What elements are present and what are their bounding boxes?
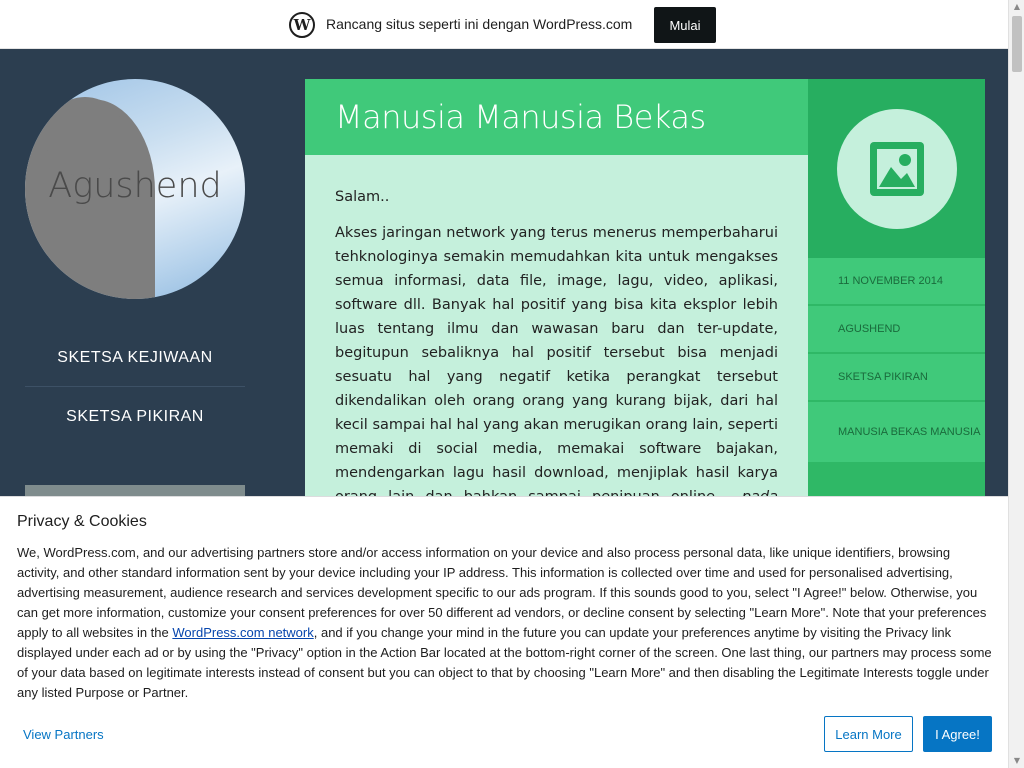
post-body [305,155,808,533]
site-title[interactable]: Agushend [48,166,222,206]
post-paragraph [335,221,778,533]
cookie-title: Privacy & Cookies [17,513,147,530]
wordpress-network-link[interactable]: WordPress.com network [172,625,314,640]
scroll-down-arrow-icon[interactable]: ▼ [1013,756,1021,765]
wordpress-promo-bar [0,0,1008,49]
cookie-text-part2: , and if you change your mind in the future you can update your preferences anytime by visiting the Privacy link displayed under each ad or by using the "Privacy" option in the Action Bar located at the bottom-right corner of the screen. One last thing, our partners may process some of your data based on legitimate interests instead of consent but you can object to that by choosing "Learn More" and then disabling the Legitimate Interests toggle under any listed Purpose or Partner. [17,625,992,700]
post-header [305,79,808,155]
post-author[interactable]: AGUSHEND [808,306,985,352]
post-meta [808,79,985,499]
scrollbar-thumb[interactable] [1012,16,1022,72]
cookie-text [17,543,992,703]
cookie-consent-dialog [0,496,1008,768]
post-greeting: Salam.. [335,189,390,205]
learn-more-button[interactable]: Learn More [824,716,913,752]
nav-item-sketsa-kejiwaan[interactable]: SKETSA KEJIWAAN [25,328,245,387]
post-title[interactable]: Manusia Manusia Bekas [335,98,706,136]
post-date[interactable]: 11 NOVEMBER 2014 [808,258,985,304]
wordpress-logo-icon[interactable]: W [289,12,315,38]
post-category[interactable]: SKETSA PIKIRAN [808,354,985,400]
post-format-circle[interactable] [837,109,957,229]
post-paragraph-text: Akses jaringan network yang terus menerus memperbaharui tehknologinya semakin memudahkan kita untuk mengakses semua informasi, data file, image, lagu, video, aplikasi, software dll. Banyak hal positif yang bisa kita eksplor lebih luas tentang ilmu dan wawasan baru dan ter-update, begitupun sebaliknya hal positif tersebut bisa menjadi sesuatu hal yang negatif ketika perangkat tersebut dikendalikan oleh orang orang yang kurang bijak, dari hal kecil sampai hal hal yang akan merugikan orang lain, seperti memaki di social media, memakai software bajakan, mendengarkan lagu hasil download, menjiplak hasil karya [335,225,778,481]
agree-button[interactable]: I Agree! [923,716,992,752]
promo-text: Rancang situs seperti ini dengan WordPress.com [326,16,633,32]
avatar-head [45,97,125,177]
start-button[interactable]: Mulai [654,7,716,43]
sidebar-nav [25,328,245,446]
view-partners-link[interactable]: View Partners [23,727,104,742]
cookie-text-part1: We, WordPress.com, and our advertising partners store and/or access information on your device and also process personal data, like unique identifiers, browsing activity, and other standard information sent by your device including your IP address. This information is collected over time and used for personalised advertising, advertising measurement, audience research and services development specific to our ads program. If this sounds good to you, select "I Agree!" below. Otherwise, you can get more information, customize your consent preferences for over 50 different ad vendors, or decline consent by selecting "Learn More". Note that your preferences apply to all websites in the [17,545,987,640]
post-article [305,79,808,499]
image-icon [867,139,927,199]
nav-item-sketsa-pikiran[interactable]: SKETSA PIKIRAN [66,408,204,425]
post-tag[interactable]: MANUSIA BEKAS MANUSIA [808,402,985,462]
post-format [808,79,985,258]
page-scrollbar[interactable] [1008,0,1024,768]
scroll-up-arrow-icon[interactable]: ▲ [1013,2,1021,11]
